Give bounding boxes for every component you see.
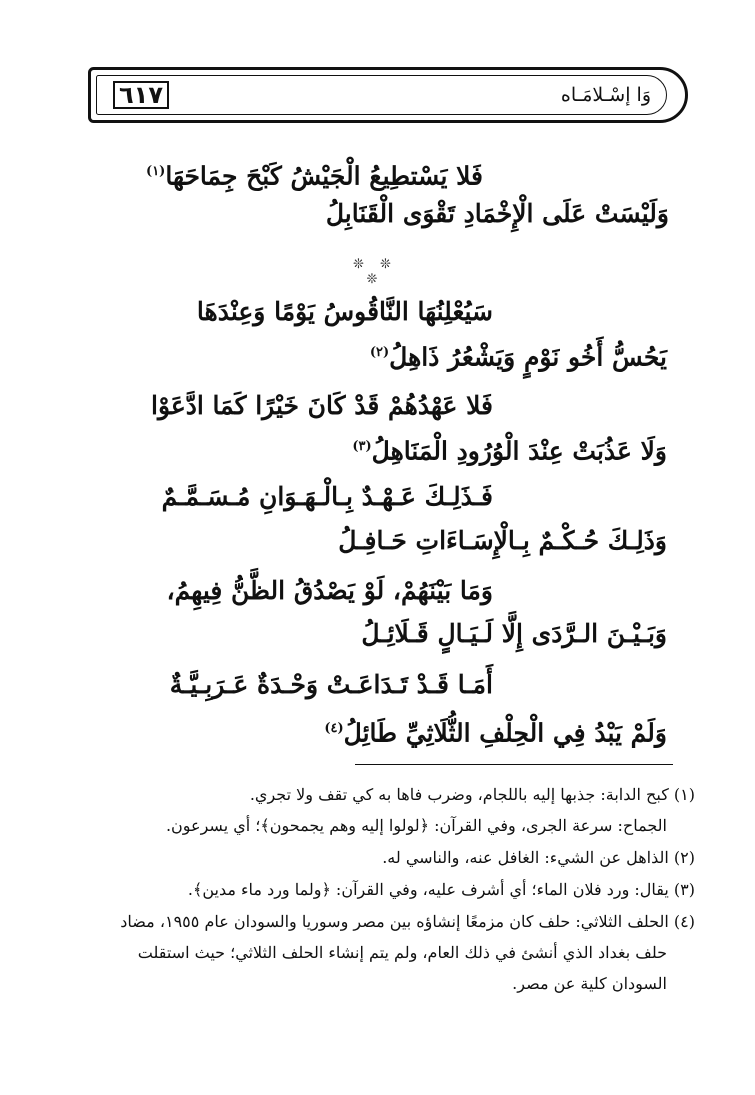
verse-line-4 — [370, 333, 667, 377]
verse-text: وَلَمْ يَبْدُ فِي الْحِلْفِ الثُّلَاثِيِّ طَائِلُ — [343, 718, 667, 748]
verse-line-11 — [170, 665, 493, 705]
footnote-mark: (٢) — [369, 345, 390, 360]
verse-line-7 — [162, 477, 493, 517]
footnote-4-continued: حلف بغداد الذي أنشئ في ذلك العام، ولم يتم إنشاء الحلف الثلاثي؛ حيث استقلت — [137, 943, 667, 962]
verse-line-8 — [338, 521, 667, 561]
footnote-mark: (٣) — [352, 439, 372, 454]
verse-line-3 — [197, 292, 493, 332]
footnote-4: (٤) الحلف الثلاثي: حلف كان مزمعًا إنشاؤه بين مصر وسوريا والسودان عام ١٩٥٥، مضاد — [120, 912, 695, 931]
verse-text: أَمَـا قَـدْ تَـدَاعَـتْ وَحْـدَةٌ عَـرَبِـيَّـةٌ — [169, 670, 493, 699]
footnote-divider — [355, 764, 673, 765]
verse-text: فَلا عَهْدُهُمْ قَدْ كَانَ خَيْرًا كَمَا ادَّعَوْا — [151, 391, 493, 420]
verse-line-10 — [361, 614, 667, 654]
footnote-1: (١) كبح الدابة: جذبها إليه باللجام، وضرب فاها به كي تقف ولا تجري. — [249, 785, 695, 804]
verse-line-6 — [352, 427, 667, 471]
verse-text: يَحُسُّ أَخُو نَوْمٍ وَيَشْعُرُ ذَاهِلُ — [389, 342, 667, 372]
footnote-mark: (١) — [146, 164, 166, 179]
running-title: وَا إسْـلامَـاه — [560, 84, 651, 106]
verse-text: وَلَا عَذُبَتْ عِنْدَ الْوُرُودِ الْمَنَاهِلُ — [371, 436, 667, 466]
verse-line-1 — [146, 152, 483, 196]
verse-text: وَذَلِـكَ حُـكْـمٌ بِـالْإِسَـاءَاتِ حَـافِـلُ — [338, 526, 667, 555]
verse-line-12 — [324, 709, 667, 753]
footnote-2: (٢) الذاهل عن الشيء: الغافل عنه، والناسي له. — [382, 848, 695, 867]
footnote-mark: (٤) — [324, 721, 344, 736]
verse-text: وَمَا بَيْنَهُمْ، لَوْ يَصْدُقُ الظَّنُّ فِيهِمُ، — [166, 576, 493, 605]
section-separator: ❊ ❊ ❊ — [353, 257, 397, 287]
verse-text: وَلَيْسَتْ عَلَى الْإِخْمَادِ تَقْوَى الْقَنَابِلُ — [325, 199, 669, 228]
verse-text: وَبَـيْـنَ الـرَّدَى إِلَّا لَـيَـالٍ قَـلَائِـلُ — [361, 619, 667, 648]
verse-text: فَلا يَسْتطِيعُ الْجَيْشُ كَبْحَ جِمَاحَهَا — [165, 161, 483, 191]
page-number: ٦١٧ — [113, 81, 169, 109]
verse-line-2 — [326, 194, 669, 234]
verse-line-9 — [167, 571, 493, 611]
footnote-1-continued: الجماح: سرعة الجرى، وفي القرآن: ﴿لولوا إليه وهم يجمحون﴾؛ أي يسرعون. — [165, 816, 667, 835]
footnote-3: (٣) يقال: ورد فلان الماء؛ أي أشرف عليه، وفي القرآن: ﴿ولما ورد ماء مدين﴾. — [187, 880, 695, 899]
verse-line-5 — [151, 386, 493, 426]
verse-text: سَيُعْلِنُهَا النَّاقُوسُ يَوْمًا وَعِنْدَهَا — [196, 297, 493, 326]
verse-text: فَـذَلِـكَ عَـهْـدٌ بِـالْـهَـوَانِ مُـسَـمَّـمٌ — [161, 482, 493, 511]
page-header — [88, 67, 688, 123]
footnote-4-end: السودان كلية عن مصر. — [512, 974, 667, 993]
